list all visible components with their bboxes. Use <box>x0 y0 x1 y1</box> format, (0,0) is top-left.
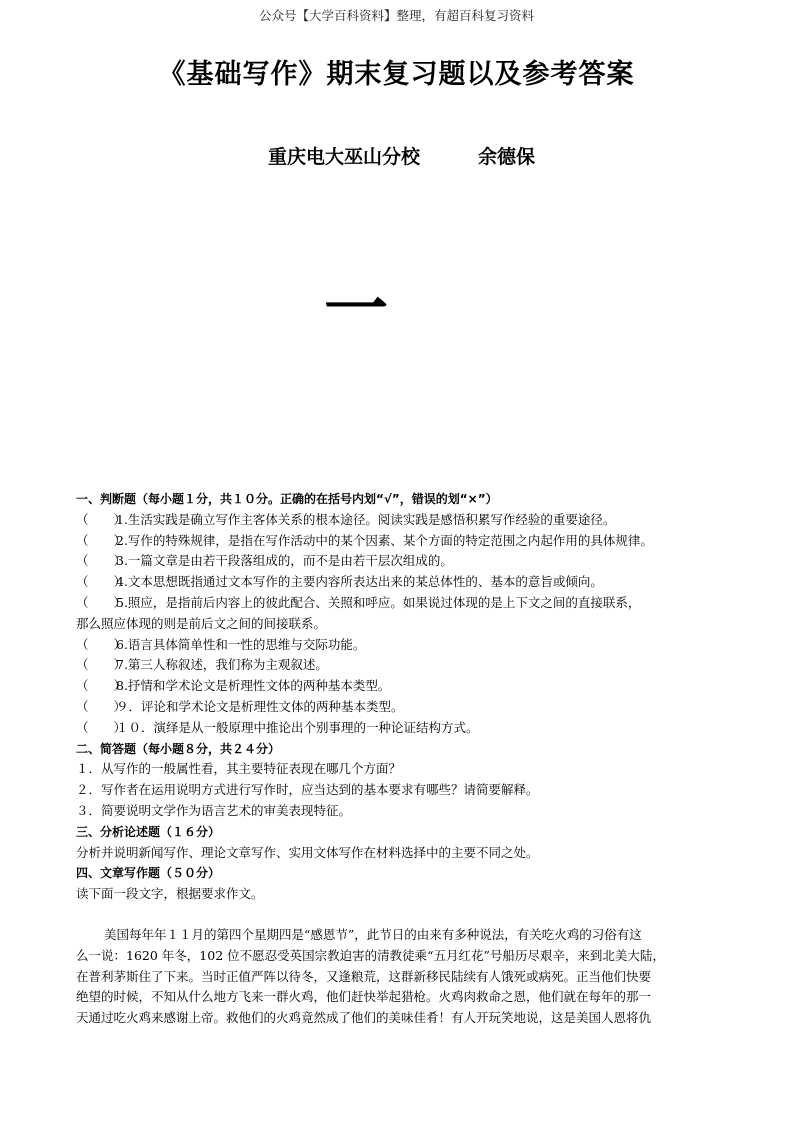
section3-heading: 三、分析论述题（１６分） <box>76 824 221 839</box>
answer-paren: （ ） <box>76 636 127 652</box>
item-text: 3.一篇文章是由若干段落组成的，而不是由若干层次组成的。 <box>116 553 453 569</box>
judgment-item-1 <box>76 510 726 531</box>
passage-line-1: 美国每年年１１月的第四个星期四是“感恩节”，此节日的由来有多种说法，有关吃火鸡的习俗有这 <box>104 926 642 942</box>
judgment-item-5-continuation: 那么照应体现的则是前后文之间的间接联系。 <box>76 615 327 631</box>
judgment-item-4 <box>76 572 726 593</box>
item-text: １０．演绎是从一般原理中推论出个别事理的一种论证结构方式。 <box>116 719 479 735</box>
answer-paren: （ ） <box>76 532 127 548</box>
answer-paren: （ ） <box>76 719 127 735</box>
analysis-question: 分析并说明新闻写作、理论文章写作、实用文体写作在材料选择中的主要不同之处。 <box>76 844 539 860</box>
answer-paren: （ ） <box>76 594 127 610</box>
passage-line-4: 绝望的时候，不知从什么地方飞来一群火鸡，他们赶快举起猎枪。火鸡肉救命之恩，他们就在每年的那一 <box>76 989 652 1005</box>
section4-heading: 四、文章写作题（５０分） <box>76 866 221 881</box>
judgment-item-6 <box>76 635 726 656</box>
short-answer-1: １．从写作的一般属性看，其主要特征表现在哪几个方面？ <box>76 761 402 777</box>
judgment-item-5 <box>76 593 726 614</box>
short-answer-3: ３．简要说明文学作为语言艺术的审美表现特征。 <box>76 802 352 818</box>
item-text: 4.文本思想既指通过文本写作的主要内容所表达出来的某总体性的、基本的意旨或倾向。 <box>116 574 603 590</box>
judgment-item-7 <box>76 655 726 676</box>
answer-paren: （ ） <box>76 678 127 694</box>
answer-paren: （ ） <box>76 657 127 673</box>
judgment-item-8 <box>76 676 726 697</box>
page-header: 公众号【大学百科资料】整理，有超百科复习资料 <box>258 8 534 23</box>
writing-instruction: 读下面一段文字，根据要求作文。 <box>76 886 264 902</box>
item-text: 5.照应，是指前后内容上的彼此配合、关照和呼应。如果说过体现的是上下文之间的直接联系， <box>116 594 641 610</box>
judgment-item-2 <box>76 531 726 552</box>
section2-heading: 二、简答题（每小题８分，共２４分） <box>76 741 281 756</box>
answer-paren: （ ） <box>76 574 127 590</box>
author-name: 余德保 <box>478 146 536 168</box>
short-answer-2: ２．写作者在运用说明方式进行写作时，应当达到的基本要求有哪些？请简要解释。 <box>76 782 539 798</box>
item-text: 8.抒情和学术论文是析理性文体的两种基本类型。 <box>116 678 391 694</box>
item-text: 7.第三人称叙述，我们称为主观叙述。 <box>116 657 328 673</box>
item-text: 6.语言具体简单性和一性的思维与交际功能。 <box>116 636 366 652</box>
item-text: 2.写作的特殊规律，是指在写作活动中的某个因素、某个方面的特定范围之内起作用的具体规律。 <box>116 532 653 548</box>
chapter-number: 一 <box>324 272 388 347</box>
passage-line-3: 在普利茅斯住了下来。当时正值严阵以待冬，又逢粮荒，这群新移民陆续有人饿死或病死。正当他们快要 <box>76 968 652 984</box>
exam-content <box>76 489 726 1029</box>
item-text: ９．评论和学术论文是析理性文体的两种基本类型。 <box>116 698 404 714</box>
judgment-item-10 <box>76 718 726 739</box>
answer-paren: （ ） <box>76 511 127 527</box>
section1-heading: 一、判断题（每小题１分，共１０分。正确的在括号内划“√”，错误的划“×”） <box>76 492 498 506</box>
passage-line-5: 天通过吃火鸡来感谢上帝。救他们的火鸡竟然成了他们的美味佳肴！有人开玩笑地说，这是美国人恩将仇 <box>76 1010 652 1026</box>
judgment-item-3 <box>76 551 726 572</box>
item-text: 1.生活实践是确立写作主客体关系的根本途径。阅读实践是感悟积累写作经验的重要途径。 <box>116 511 616 527</box>
judgment-item-9 <box>76 697 726 718</box>
passage-line-2: 么一说：1620 年冬，102 位不愿忍受英国宗教迫害的清教徒乘“五月红花”号船历尽艰辛，来到北美大陆， <box>76 947 665 963</box>
answer-paren: （ ） <box>76 553 127 569</box>
author-org: 重庆电大巫山分校 <box>268 146 421 168</box>
author-line <box>268 142 535 169</box>
answer-paren: （ ） <box>76 698 127 714</box>
page-title: 《基础写作》期末复习题以及参考答案 <box>158 59 635 90</box>
